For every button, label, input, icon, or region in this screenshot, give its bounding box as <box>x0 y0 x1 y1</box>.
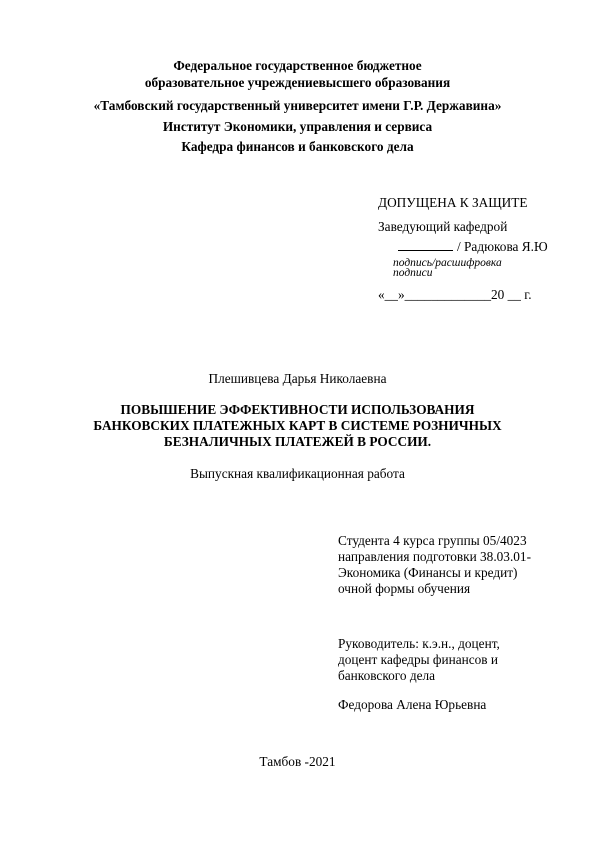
header-line-institution-type: образовательное учреждениевысшего образования <box>144 75 451 90</box>
thesis-title-line3: БЕЗНАЛИЧНЫХ ПЛАТЕЖЕЙ В РОССИИ. <box>163 434 432 449</box>
signature-hint-line2: подписи <box>393 267 433 279</box>
supervisor-name-block <box>338 697 538 713</box>
approval-date-line: «__»_____________20 __ г. <box>378 287 532 302</box>
supervisor-block <box>338 636 538 684</box>
author-name: Плешивцева Дарья Николаевна <box>208 371 387 386</box>
header-line-university: «Тамбовский государственный университет имени Г.Р. Державина» <box>93 98 502 113</box>
city-year: Тамбов -2021 <box>259 754 336 769</box>
header-line-institute: Институт Экономики, управления и сервиса <box>162 119 433 134</box>
thesis-title-line2: БАНКОВСКИХ ПЛАТЕЖНЫХ КАРТ В СИСТЕМЕ РОЗНИЧНЫХ <box>93 418 502 433</box>
thesis-title-line1: ПОВЫШЕНИЕ ЭФФЕКТИВНОСТИ ИСПОЛЬЗОВАНИЯ <box>120 402 475 417</box>
header-line-department: Кафедра финансов и банковского дела <box>181 139 414 154</box>
approval-head-name: / Радюкова Я.Ю <box>457 239 548 254</box>
supervisor-description: Руководитель: к.э.н., доцент, доцент кафедры финансов и банковского дела <box>338 636 500 683</box>
student-info-block <box>338 533 538 597</box>
approval-status: ДОПУЩЕНА К ЗАЩИТЕ <box>378 195 528 210</box>
signature-hint-line1: подпись/расшифровка <box>393 257 502 269</box>
student-description: Студента 4 курса группы 05/4023 направления подготовки 38.03.01- Экономика (Финансы и кредит) очной формы обучения <box>338 533 531 596</box>
approval-signature-row <box>398 238 548 255</box>
work-type: Выпускная квалификационная работа <box>190 466 405 481</box>
supervisor-name: Федорова Алена Юрьевна <box>338 697 487 712</box>
approval-head-label: Заведующий кафедрой <box>378 219 508 234</box>
signature-line <box>398 238 453 251</box>
header-line-ministry: Федеральное государственное бюджетное <box>173 58 422 73</box>
